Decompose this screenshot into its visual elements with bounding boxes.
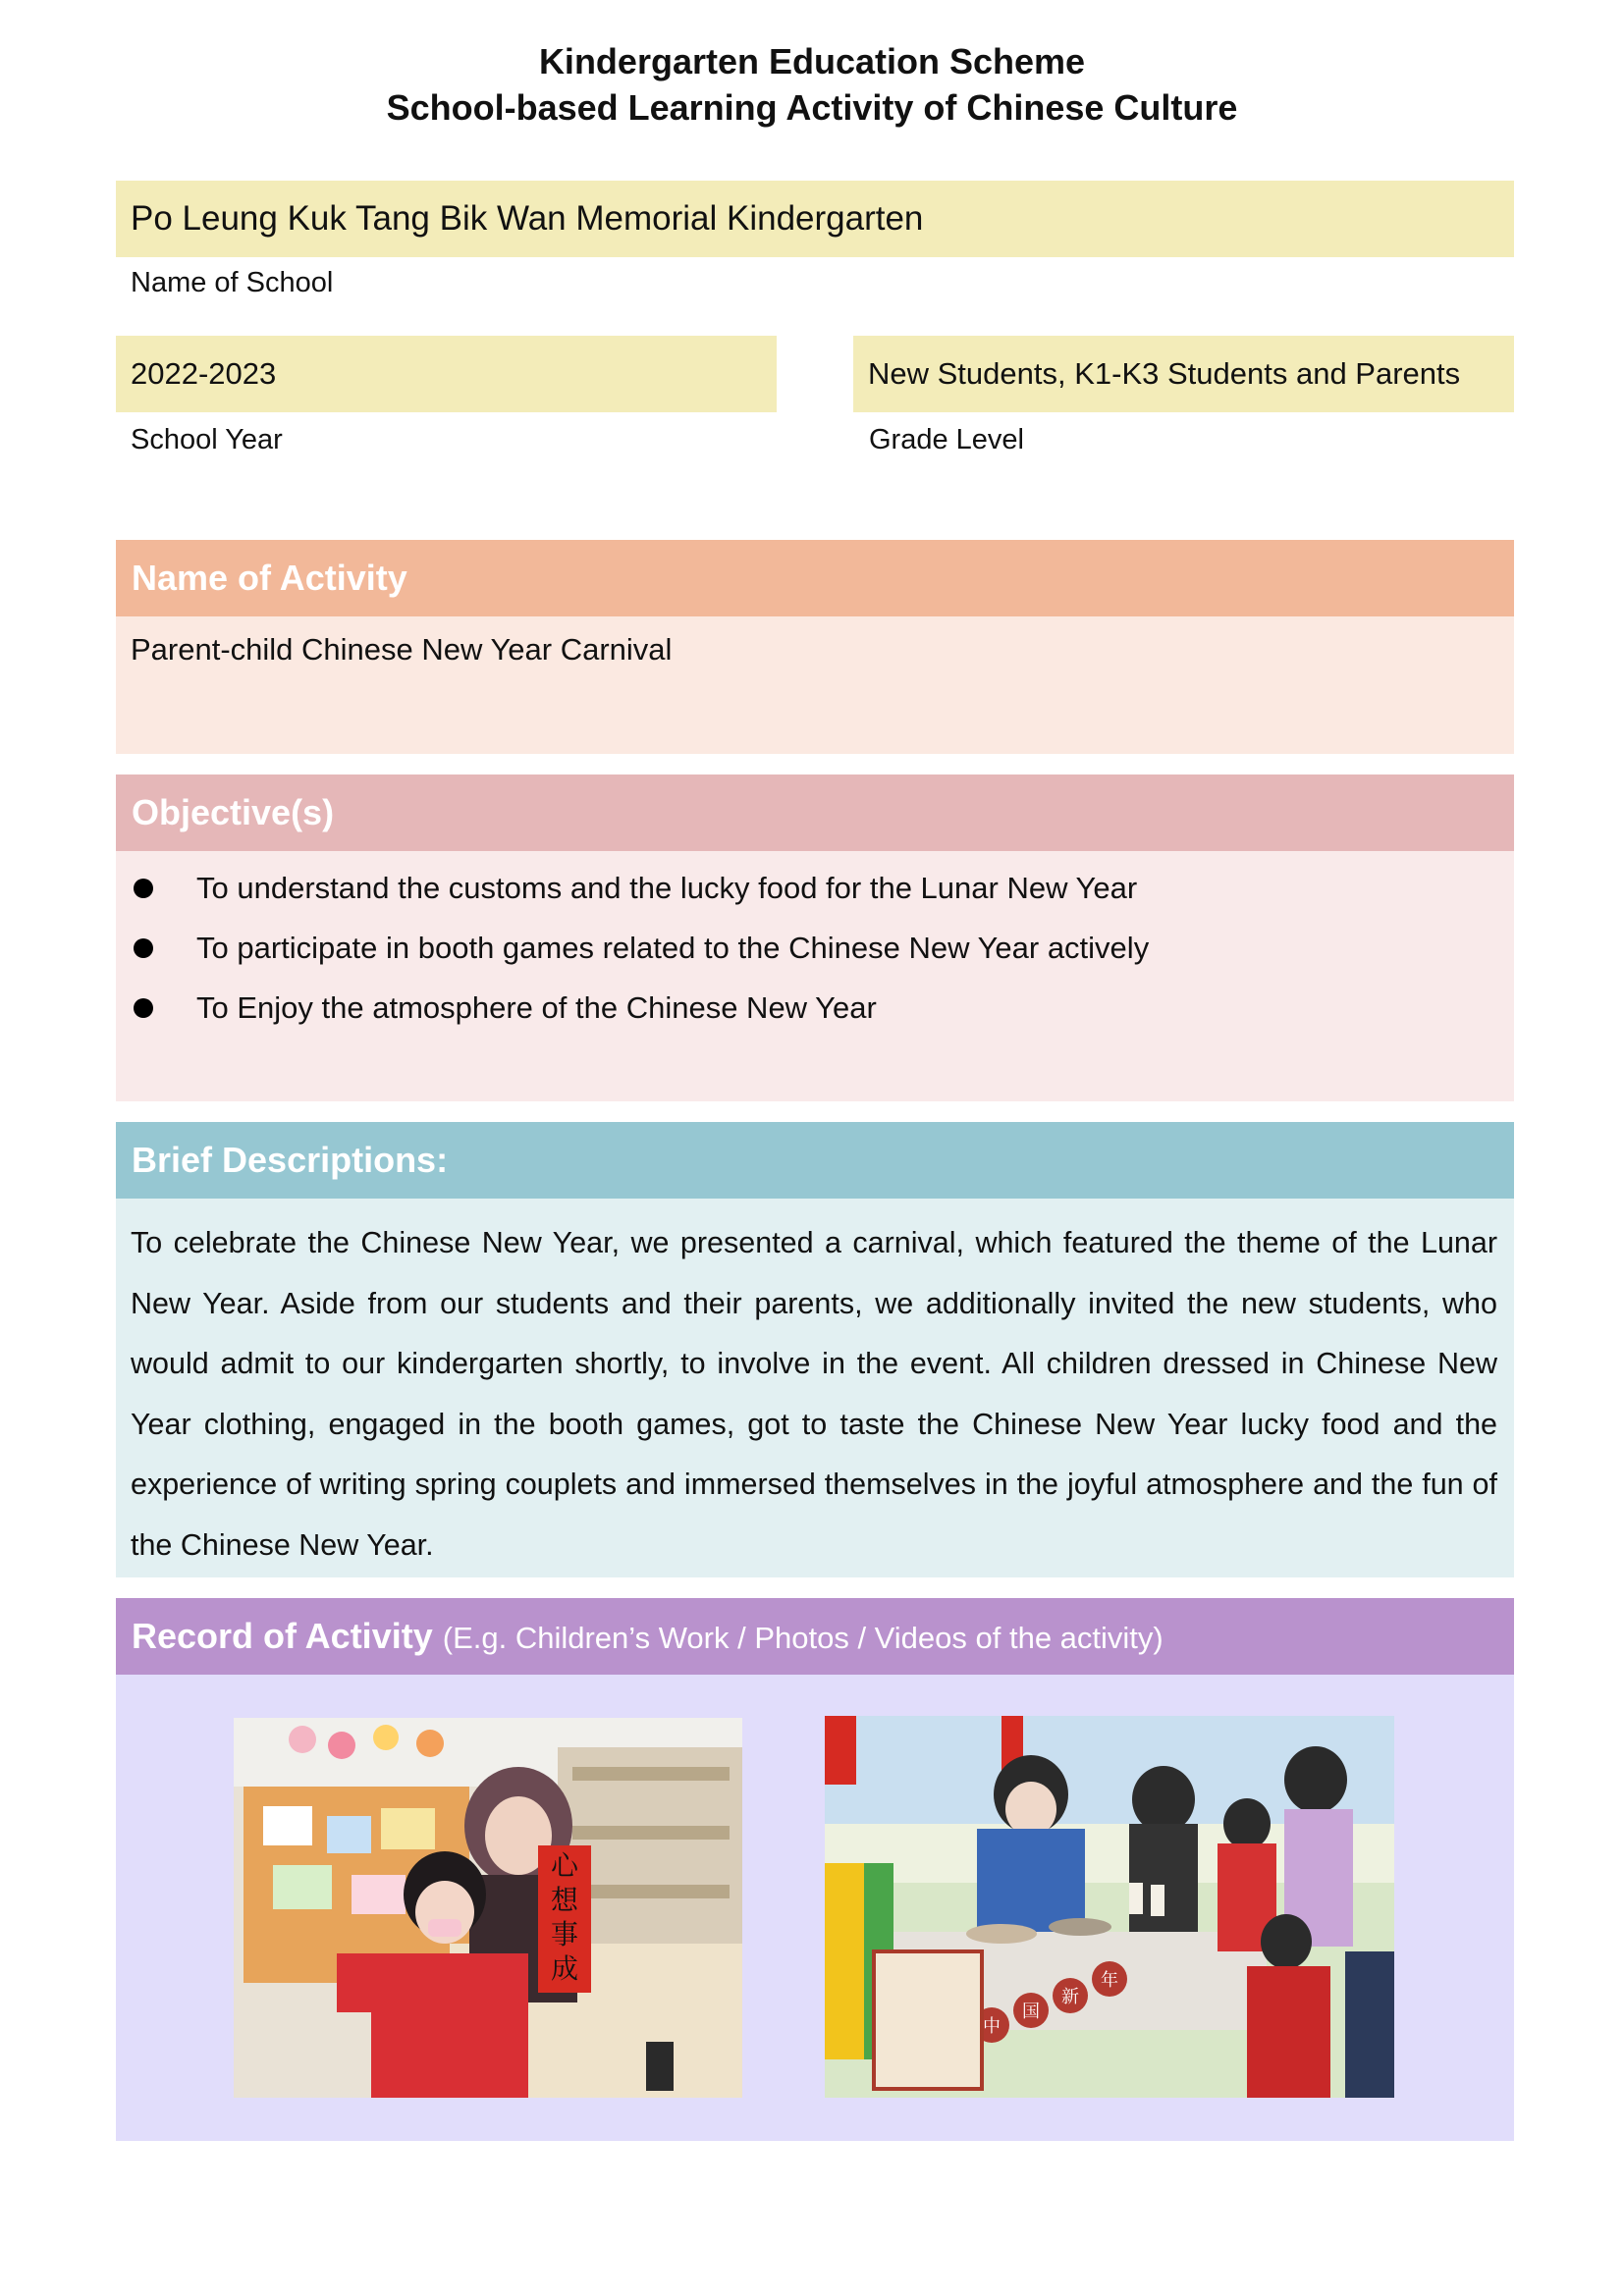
school-name-value: Po Leung Kuk Tang Bik Wan Memorial Kindergarten <box>131 199 924 238</box>
objectives-section-header <box>116 774 1514 851</box>
record-subheading: (E.g. Children’s Work / Photos / Videos of the activity) <box>442 1621 1164 1655</box>
document-title-line2: School-based Learning Activity of Chinese Culture <box>386 87 1238 128</box>
grade-level-value: New Students, K1-K3 Students and Parents <box>868 356 1461 391</box>
activity-photo-calligraphy <box>234 1718 742 2098</box>
objective-text: To participate in booth games related to the Chinese New Year actively <box>196 931 1150 965</box>
activity-section-header <box>116 540 1514 616</box>
description-text: To celebrate the Chinese New Year, we presented a carnival, which featured the theme of the Lunar New Year. Aside from our students and their parents, we additionally invited the new students, who would admit to our kindergarten shortly, to involve in the event. All children dressed in Chinese New Year clothing, engaged in the booth games, got to taste the Chinese New Year lucky food and the experience of writing spring couplets and immersed themselves in the joyful atmosphere and the fun of the Chinese New Year. <box>131 1226 1497 1562</box>
activity-name: Parent-child Chinese New Year Carnival <box>131 632 673 667</box>
svg-text:成: 成 <box>550 1952 579 1985</box>
svg-text:想: 想 <box>550 1884 579 1916</box>
school-name-label: Name of School <box>131 267 334 298</box>
description-heading: Brief Descriptions: <box>132 1140 449 1180</box>
svg-text:新: 新 <box>1061 1987 1079 2007</box>
school-year-field <box>116 336 777 412</box>
grade-level-label: Grade Level <box>869 424 1024 455</box>
bullet-icon <box>134 879 153 898</box>
activity-heading: Name of Activity <box>132 558 407 598</box>
objective-text: To Enjoy the atmosphere of the Chinese New Year <box>196 990 877 1025</box>
activity-photo-food-booth <box>825 1716 1394 2098</box>
svg-text:中: 中 <box>983 2016 1001 2037</box>
description-section-header <box>116 1122 1514 1199</box>
document-title-line1: Kindergarten Education Scheme <box>538 41 1086 81</box>
bullet-icon <box>134 938 153 958</box>
grade-level-field <box>853 336 1514 412</box>
svg-text:年: 年 <box>1101 1970 1118 1991</box>
school-year-label: School Year <box>131 424 283 455</box>
record-header-line <box>116 1598 1514 1677</box>
school-year-value: 2022-2023 <box>131 356 277 391</box>
objectives-heading: Objective(s) <box>132 792 335 832</box>
objectives-section-body <box>116 851 1514 1101</box>
school-name-field <box>116 181 1514 257</box>
svg-text:国: 国 <box>1022 2002 1040 2022</box>
record-heading: Record of Activity <box>132 1616 433 1656</box>
activity-section-body <box>116 616 1514 754</box>
record-section-header <box>116 1598 1514 1675</box>
bullet-icon <box>134 998 153 1018</box>
svg-text:事: 事 <box>550 1918 579 1950</box>
objective-text: To understand the customs and the lucky food for the Lunar New Year <box>196 871 1138 905</box>
svg-text:心: 心 <box>550 1849 579 1882</box>
